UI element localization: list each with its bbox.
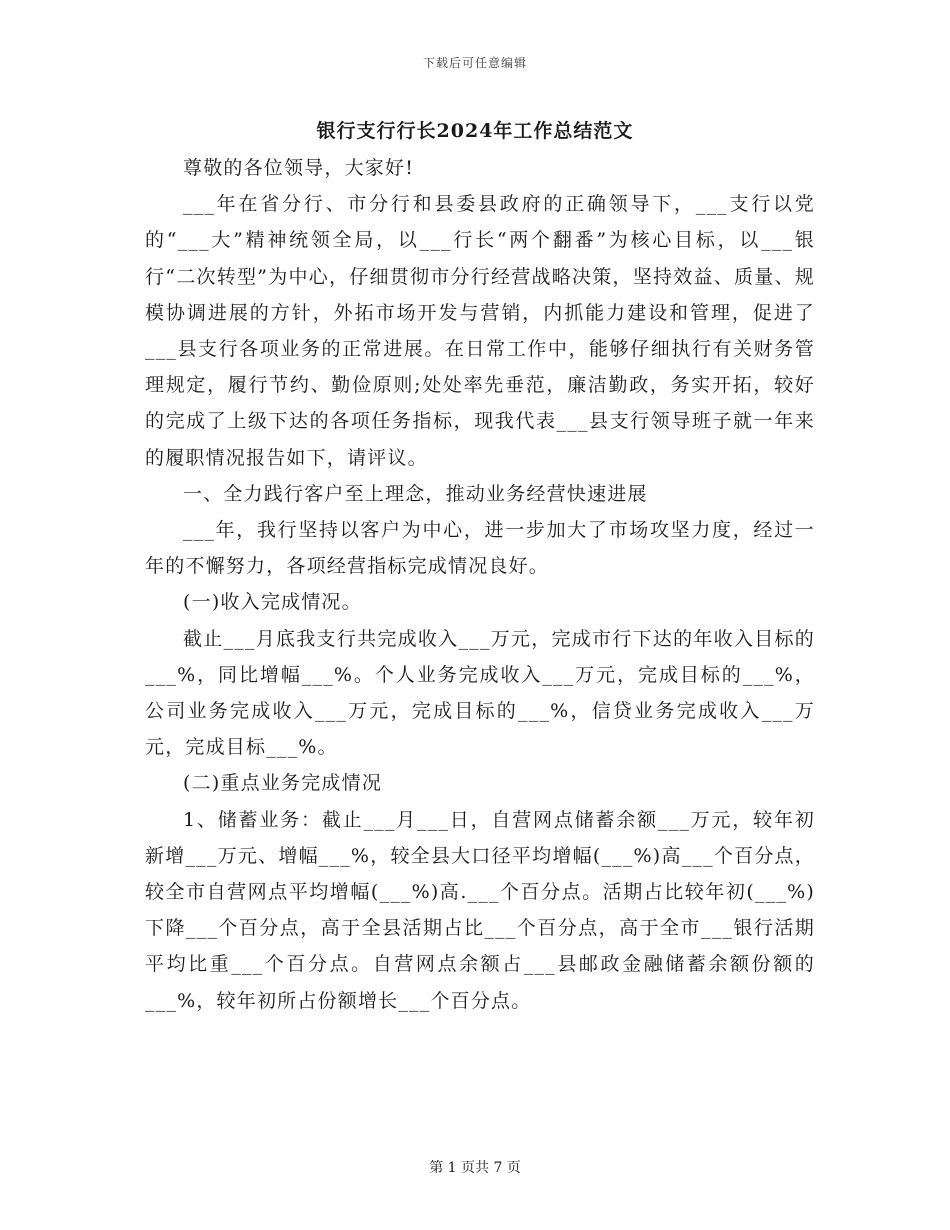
document-title: 银行支行行长2024年工作总结范文 <box>316 120 634 142</box>
paragraph-greeting: 尊敬的各位领导，大家好! <box>183 157 415 179</box>
subsection-heading-income: (一)收入完成情况。 <box>183 591 362 614</box>
subsection-heading-key-business: (二)重点业务完成情况 <box>183 772 383 795</box>
page-footer: 第 1 页共 7 页 <box>429 1160 521 1176</box>
document-body <box>145 150 815 1019</box>
paragraph-section-1: ___年，我行坚持以客户为中心，进一步加大了市场攻坚力度，经过一年的不懈努力，各项经营指标完成情况良好。 <box>145 519 815 578</box>
paragraph-intro: ___年在省分行、市分行和县委县政府的正确领导下，___支行以党的“___大”精神统领全局，以___行长“两个翻番”为核心目标，以___银行“二次转型”为中心，仔细贯彻市分行经营战略决策，坚持效益、质量、规模协调进展的方针，外拓市场开发与营销，内抓能力建设和管理，促进了___县支行各项业务的正常进展。在日常工作中，能够仔细执行有关财务管理规定，履行节约、勤俭原则;处处率先垂范，廉洁勤政，务实开拓，较好的完成了上级下达的各项任务指标，现我代表___县支行领导班子就一年来的履职情况报告如下，请评议。 <box>145 193 815 469</box>
paragraph-savings: 1、储蓄业务：截止___月___日，自营网点储蓄余额___万元，较年初新增___万元、增幅___%，较全县大口径平均增幅(___%)高___个百分点，较全市自营网点平均增幅(___%)高.___个百分点。活期占比较年初(___%)下降___个百分点，高于全县活期占比___个百分点，高于全市___银行活期平均比重___个百分点。自营网点余额占___县邮政金融储蓄余额份额的___%，较年初所占份额增长___个百分点。 <box>145 808 815 1012</box>
header-note: 下载后可任意编辑 <box>422 56 527 70</box>
section-heading-1: 一、全力践行客户至上理念，推动业务经营快速进展 <box>183 482 648 505</box>
paragraph-income: 截止___月底我支行共完成收入___万元，完成市行下达的年收入目标的___%，同比增幅___%。个人业务完成收入___万元，完成目标的___%，公司业务完成收入___万元，完成目标的___%，信贷业务完成收入___万元，完成目标___%。 <box>145 627 815 759</box>
